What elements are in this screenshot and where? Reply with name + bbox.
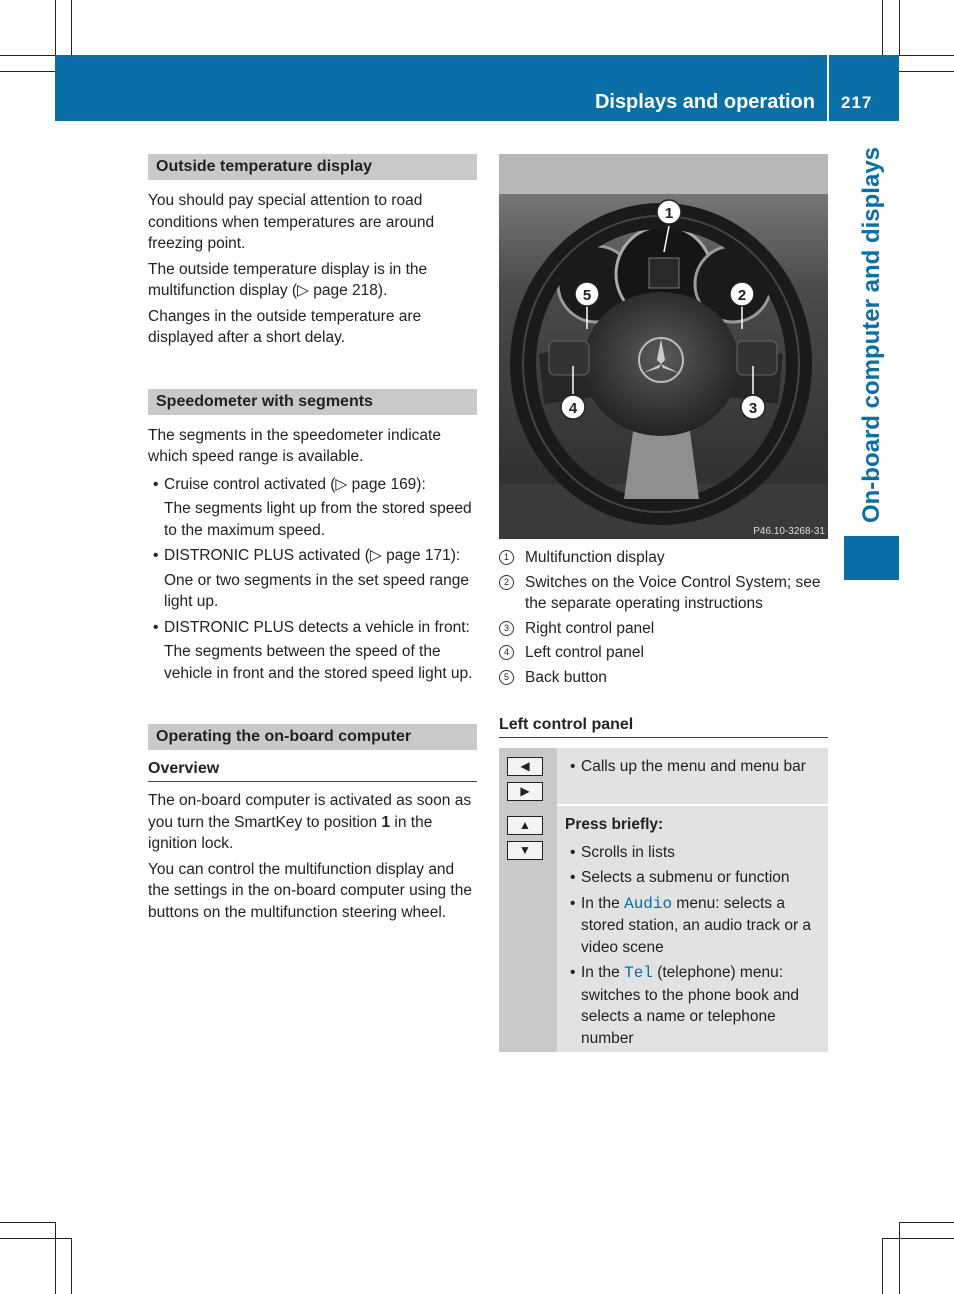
svg-text:3: 3: [748, 400, 758, 417]
legend-number: 5: [499, 670, 514, 685]
position-number: 1: [381, 813, 391, 831]
crop-mark: [899, 1222, 954, 1223]
list-item: • DISTRONIC PLUS activated (▷ page 171):: [148, 545, 477, 567]
text-run: In the: [581, 894, 625, 912]
text-run: In the: [581, 964, 625, 981]
paragraph: You should pay special attention to road conditions when temperatures are around freezing point.: [148, 192, 435, 252]
crop-mark: [0, 1222, 55, 1223]
crop-mark: [0, 1238, 71, 1239]
legend-text: Right control panel: [525, 619, 655, 637]
chapter-tab: [844, 536, 899, 580]
legend-item: [499, 618, 828, 640]
table-heading: Left control panel: [499, 716, 828, 738]
subheading-overview: Overview: [148, 760, 477, 782]
steering-wheel-figure: [499, 154, 828, 539]
heading-outside-temperature: Outside temperature display: [148, 154, 477, 180]
paragraph: The segments in the speedometer indicate which speed range is available.: [148, 426, 441, 465]
table-heading-wrap: [499, 716, 828, 738]
page-number: 217: [841, 93, 873, 112]
section-title: Displays and operation: [594, 91, 815, 113]
down-arrow-key-icon: ▼: [507, 841, 543, 860]
callout-2: [730, 282, 754, 306]
list-item: [565, 962, 820, 1049]
callout-5: [575, 282, 599, 306]
crop-mark: [0, 71, 55, 72]
legend-number: 4: [499, 645, 514, 660]
legend-text: Switches on the Voice Control System; see the separate operating instructions: [525, 573, 821, 612]
paragraph: [148, 790, 477, 855]
audio-menu-label: Audio: [624, 894, 673, 913]
crop-mark: [882, 1238, 883, 1294]
text-run: menu: selects a stored station, an audio track or a video scene: [581, 894, 812, 956]
svg-text:5: 5: [582, 287, 592, 304]
paragraph: The outside temperature display is in the multifunction display (▷ page 218).: [148, 260, 428, 299]
header-divider: [827, 55, 829, 121]
list-item-detail: The segments light up from the stored speed to the maximum speed.: [164, 500, 472, 539]
text-run: in the ignition lock.: [148, 813, 433, 852]
crop-mark: [899, 0, 900, 55]
crop-mark: [899, 71, 954, 72]
key-cell: [499, 806, 557, 1052]
legend-text: Back button: [525, 668, 607, 686]
list-item: • DISTRONIC PLUS detects a vehicle in front:: [148, 617, 477, 639]
legend-text: Multifunction display: [525, 549, 665, 566]
list-item-detail: The segments between the speed of the vehicle in front and the stored speed light up.: [164, 643, 473, 682]
legend-text: Left control panel: [525, 644, 644, 661]
list-item: • Calls up the menu and menu bar: [565, 756, 820, 778]
up-arrow-key-icon: ▲: [507, 816, 543, 835]
heading-speedometer-segments: Speedometer with segments: [148, 389, 477, 415]
legend-item: [499, 642, 828, 664]
list-item: • Cruise control activated (▷ page 169):: [148, 474, 477, 496]
crop-mark: [55, 0, 56, 55]
callout-1: [657, 200, 681, 224]
figure-code: P46.10-3268-31: [753, 526, 825, 537]
paragraph: You can control the multifunction display and the settings in the on-board computer using the buttons on the multifunction steering wheel.: [148, 860, 472, 921]
value-cell: [557, 748, 828, 806]
paragraph: Changes in the outside temperature are displayed after a short delay.: [148, 307, 422, 346]
list-item-detail: One or two segments in the set speed range light up.: [164, 571, 470, 610]
legend-number: 1: [499, 550, 514, 565]
callout-4: [561, 395, 585, 419]
svg-text:4: 4: [568, 400, 578, 417]
crop-mark: [882, 0, 883, 55]
control-table: [499, 748, 828, 1052]
legend-item: [499, 547, 828, 569]
crop-mark: [0, 55, 55, 56]
crop-mark: [71, 0, 72, 55]
press-briefly-label: Press briefly:: [565, 816, 664, 833]
right-arrow-key-icon: ▶: [507, 782, 543, 801]
value-cell: [557, 806, 828, 1052]
list-item: [565, 893, 820, 959]
crop-mark: [882, 1238, 954, 1239]
text-run: (telephone) menu: switches to the phone book and selects a name or telephone number: [581, 964, 800, 1047]
svg-text:2: 2: [737, 287, 747, 304]
side-chapter-title: [844, 140, 899, 530]
tel-menu-label: Tel: [624, 964, 653, 982]
left-arrow-key-icon: ◀: [507, 757, 543, 776]
list-item: • Selects a submenu or function: [565, 867, 820, 889]
svg-text:1: 1: [664, 205, 674, 222]
side-chapter-title-text: On-board computer and displays: [857, 146, 885, 524]
table-row: [499, 806, 828, 1052]
crop-mark: [55, 1222, 56, 1294]
legend-number: 3: [499, 621, 514, 636]
list-item: • Scrolls in lists: [565, 842, 820, 864]
table-row: [499, 748, 828, 806]
text-run: The on-board computer is activated as soon as you turn the SmartKey to position: [148, 792, 472, 831]
steering-wheel-illustration: [499, 154, 828, 539]
crop-mark: [899, 55, 954, 56]
page-header: [55, 55, 899, 121]
key-cell: [499, 748, 557, 806]
left-column: [148, 154, 477, 923]
legend-item: [499, 667, 828, 689]
heading-operating-computer: Operating the on-board computer: [148, 724, 477, 750]
crop-mark: [71, 1238, 72, 1294]
crop-mark: [899, 1222, 900, 1294]
legend-item: [499, 572, 828, 615]
legend-number: 2: [499, 575, 514, 590]
callout-3: [741, 395, 765, 419]
figure-legend: [499, 547, 828, 688]
